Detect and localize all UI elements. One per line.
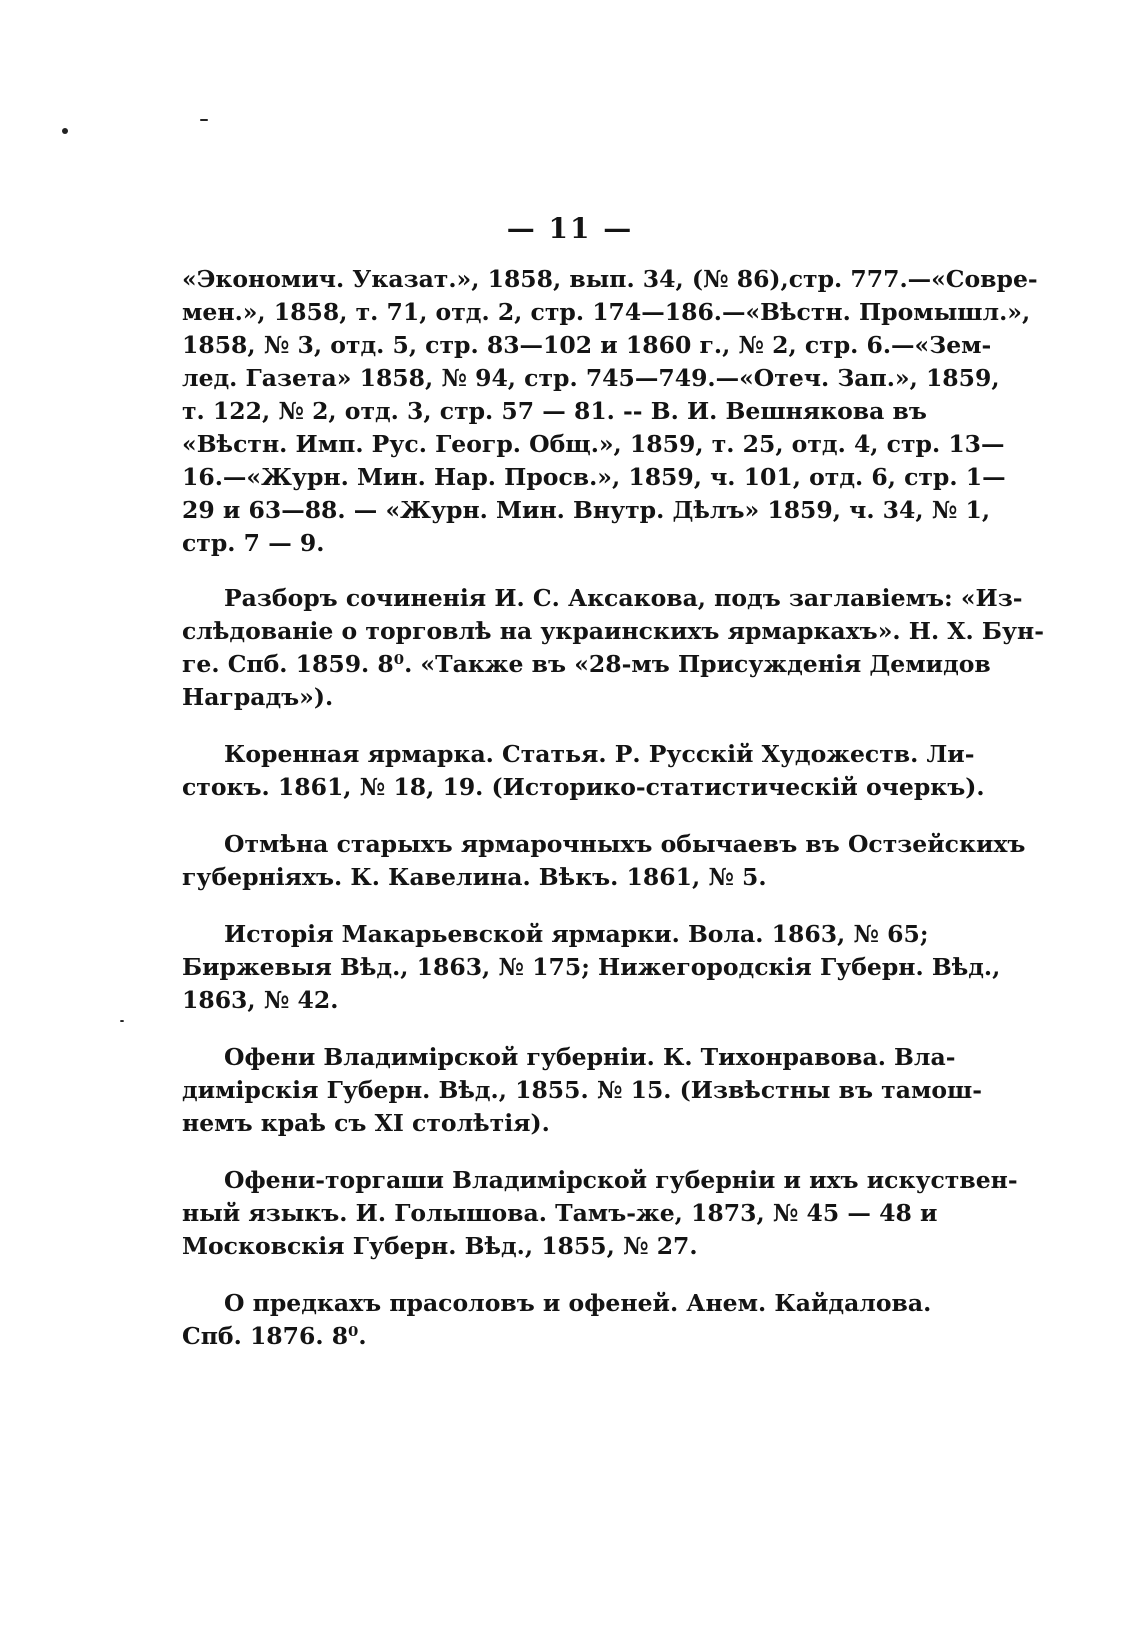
- text-line: ный языкъ. И. Голышова. Тамъ-же, 1873, № 45 — 48 и: [182, 1199, 938, 1227]
- text-line: Спб. 1876. 8⁰.: [182, 1322, 367, 1350]
- bibliography-entry: [182, 1287, 932, 1353]
- print-speck: [62, 128, 68, 134]
- text-line: ге. Спб. 1859. 8⁰. «Также въ «28-мъ Присужденія Демидов: [182, 650, 991, 678]
- text-line: стокъ. 1861, № 18, 19. (Историко-статистическій очеркъ).: [182, 773, 985, 801]
- text-line: Исторія Макарьевской ярмарки. Вола. 1863, № 65;: [224, 920, 929, 948]
- text-line: 1863, № 42.: [182, 986, 339, 1014]
- print-speck: [200, 119, 208, 121]
- text-line: «Экономич. Указат.», 1858, вып. 34, (№ 86),стр. 777.—«Совре-: [182, 265, 1038, 293]
- bibliography-entry: [182, 918, 1001, 1017]
- bibliography-entry: [182, 263, 1038, 560]
- text-line: Офени Владимірской губерніи. К. Тихонравова. Вла-: [224, 1043, 956, 1071]
- bibliography-entry: [182, 1041, 983, 1140]
- text-line: Коренная ярмарка. Статья. Р. Русскій Художеств. Ли-: [224, 740, 975, 768]
- text-line: 29 и 63—88. — «Журн. Мин. Внутр. Дѣлъ» 1859, ч. 34, № 1,: [182, 496, 991, 524]
- page-number: — 11 —: [506, 212, 634, 245]
- text-line: т. 122, № 2, отд. 3, стр. 57 — 81. -- В. И. Вешнякова въ: [182, 397, 927, 425]
- text-line: немъ краѣ съ XI столѣтія).: [182, 1109, 550, 1137]
- text-line: лед. Газета» 1858, № 94, стр. 745—749.—«Отеч. Зап.», 1859,: [182, 364, 1000, 392]
- bibliography-entry: [182, 582, 1044, 714]
- text-line: Офени-торгаши Владимірской губерніи и ихъ искуствен-: [224, 1166, 1018, 1194]
- text-line: димірскія Губерн. Вѣд., 1855. № 15. (Извѣстны въ тамош-: [182, 1076, 983, 1104]
- text-line: Наградъ»).: [182, 683, 334, 711]
- text-line: губерніяхъ. К. Кавелина. Вѣкъ. 1861, № 5.: [182, 863, 767, 891]
- text-line: стр. 7 — 9.: [182, 529, 325, 557]
- bibliography-entries: [182, 263, 1044, 1377]
- text-line: Биржевыя Вѣд., 1863, № 175; Нижегородскія Губерн. Вѣд.,: [182, 953, 1001, 981]
- bibliography-entry: [182, 738, 985, 804]
- text-line: Отмѣна старыхъ ярмарочныхъ обычаевъ въ Остзейскихъ: [224, 830, 1026, 858]
- text-line: мен.», 1858, т. 71, отд. 2, стр. 174—186.—«Вѣстн. Промышл.»,: [182, 298, 1031, 326]
- text-line: Разборъ сочиненія И. С. Аксакова, подъ заглавіемъ: «Из-: [224, 584, 1023, 612]
- text-line: О предкахъ прасоловъ и офеней. Анем. Кайдалова.: [224, 1289, 932, 1317]
- bibliography-entry: [182, 828, 1026, 894]
- bibliography-entry: [182, 1164, 1018, 1263]
- text-line: 16.—«Журн. Мин. Нар. Просв.», 1859, ч. 101, отд. 6, стр. 1—: [182, 463, 1006, 491]
- print-speck: [120, 1020, 124, 1022]
- text-line: слѣдованіе о торговлѣ на украинскихъ ярмаркахъ». Н. Х. Бун-: [182, 617, 1044, 645]
- text-line: 1858, № 3, отд. 5, стр. 83—102 и 1860 г., № 2, стр. 6.—«Зем-: [182, 331, 992, 359]
- text-line: Московскія Губерн. Вѣд., 1855, № 27.: [182, 1232, 698, 1260]
- text-line: «Вѣстн. Имп. Рус. Геогр. Общ.», 1859, т. 25, отд. 4, стр. 13—: [182, 430, 1005, 458]
